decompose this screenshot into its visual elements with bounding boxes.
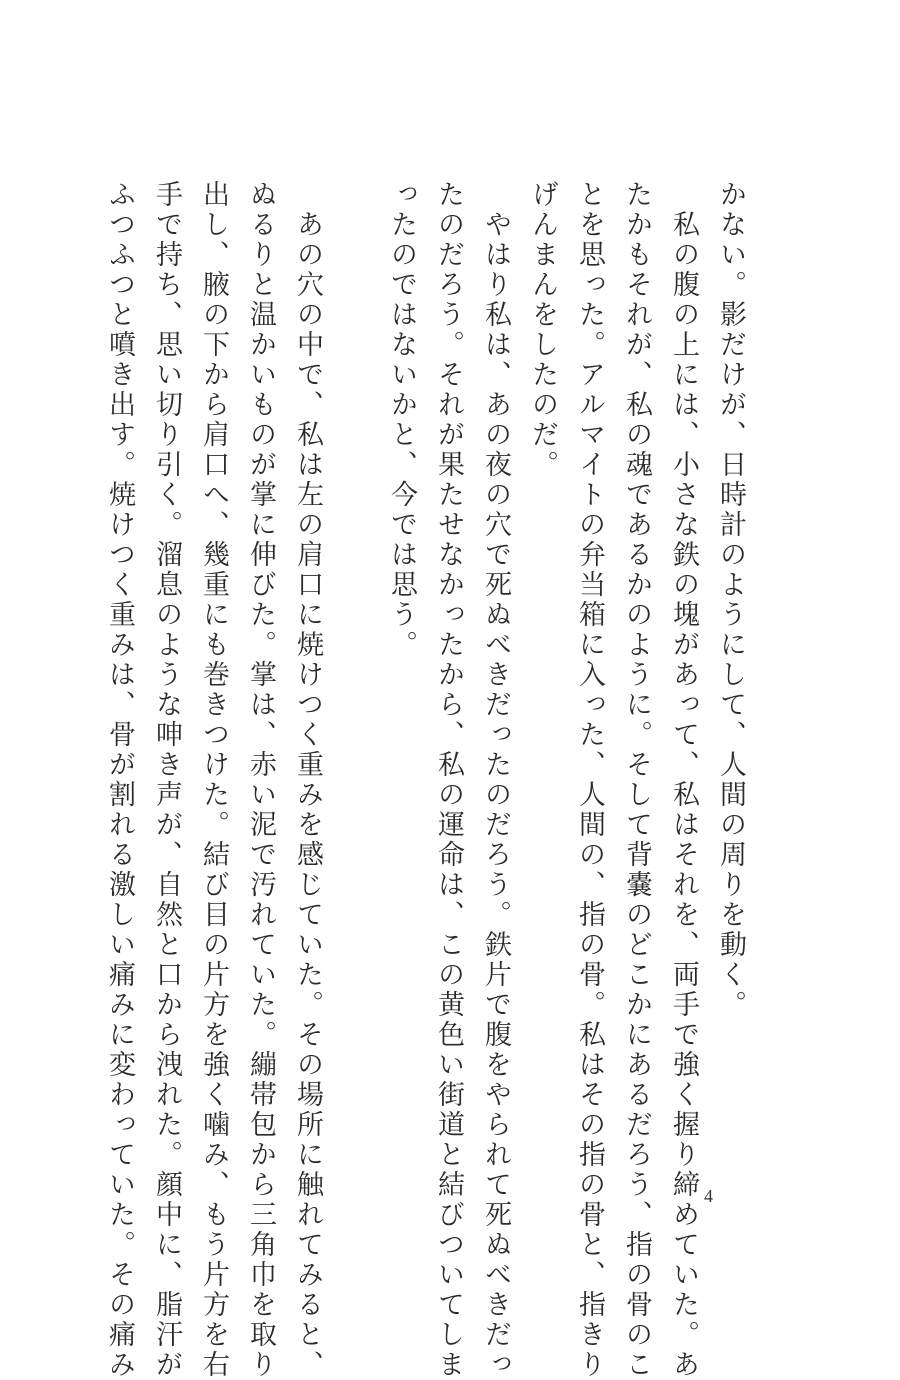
text-line: かない。影だけが、日時計のようにして、人間の周りを動く。 (715, 180, 746, 1020)
text-line: ふつふつと噴き出す。焼けつく重みは、骨が割れる激しい痛みに変わっていた。その痛み (104, 180, 135, 1380)
vertical-text-body (96, 180, 754, 1380)
text-line: げんまんをしたのだ。 (527, 180, 558, 480)
text-line: 手で持ち、思い切り引く。溜息のような呻き声が、自然と口から洩れた。顔中に、脂汗が (151, 180, 182, 1380)
text-line: やはり私は、あの夜の穴で死ぬべきだったのだろう。鉄片で腹をやられて死ぬべきだっ (480, 180, 511, 1380)
text-line: ぬるりと温かいものが掌に伸びた。掌は、赤い泥で汚れていた。繃帯包から三角巾を取り (245, 180, 276, 1380)
text-line: たのだろう。それが果たせなかったから、私の運命は、この黄色い街道と結びついてしま (433, 180, 464, 1380)
text-line: 出し、腋の下から肩口へ、幾重にも巻きつけた。結び目の片方を強く噛み、もう片方を右 (198, 180, 229, 1380)
page-number: 4 (704, 1186, 713, 1206)
paragraph-gap (331, 180, 378, 1140)
text-line: ったのではないかと、今では思う。 (386, 180, 417, 660)
text-line: あの穴の中で、私は左の肩口に焼けつく重みを感じていた。その場所に触れてみると、 (292, 180, 323, 1380)
text-line: たかもそれが、私の魂であるかのように。そして背嚢のどこかにあるだろう、指の骨のこ (621, 180, 652, 1380)
text-line: 私の腹の上には、小さな鉄の塊があって、私はそれを、両手で強く握り締めていた。あ (668, 180, 699, 1380)
text-line: とを思った。アルマイトの弁当箱に入った、人間の、指の骨。私はその指の骨と、指きり (574, 180, 605, 1380)
